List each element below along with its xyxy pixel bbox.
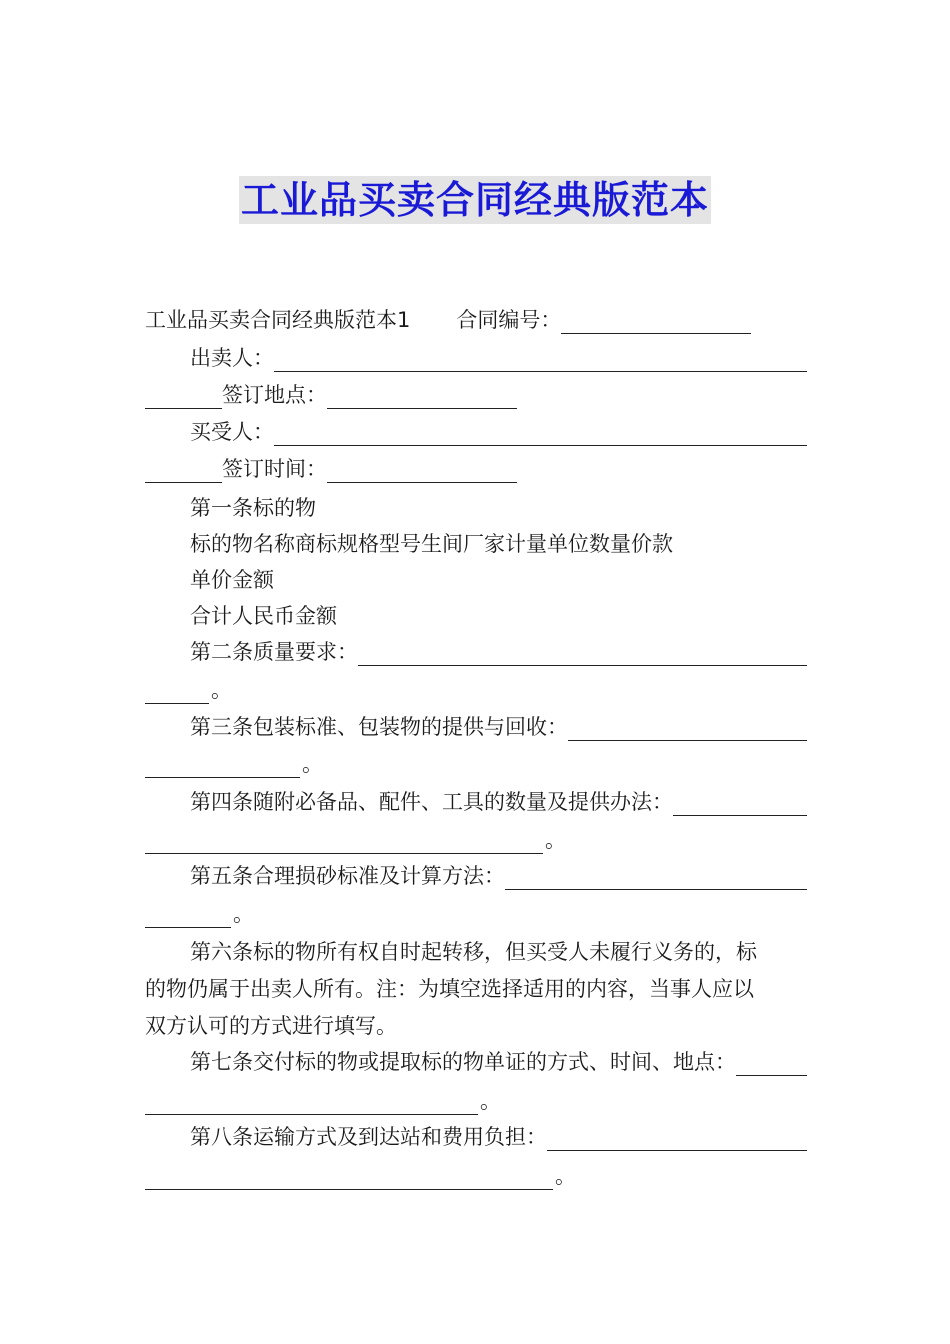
contract-number-blank[interactable] bbox=[561, 311, 751, 334]
line-contract-number bbox=[145, 306, 807, 334]
sign-place-label: 签订地点： bbox=[222, 383, 327, 407]
article-3-text: 第三条包装标准、包装物的提供与回收： bbox=[190, 715, 568, 739]
article-1-text: 第一条标的物 bbox=[190, 496, 316, 520]
sign-time-label: 签订时间： bbox=[222, 457, 327, 481]
article-4-cont bbox=[145, 826, 807, 854]
article-1-columns-2 bbox=[190, 566, 807, 594]
transport-blank[interactable] bbox=[547, 1128, 807, 1151]
article-6-text-1: 第六条标的物所有权自时起转移，但买受人未履行义务的，标 bbox=[190, 940, 757, 964]
article-2 bbox=[190, 638, 807, 666]
transport-blank-cont[interactable] bbox=[145, 1167, 553, 1190]
line-sign-time bbox=[145, 455, 807, 483]
buyer-blank[interactable] bbox=[274, 423, 807, 446]
article-8-text: 第八条运输方式及到达站和费用负担： bbox=[190, 1125, 547, 1149]
period: 。 bbox=[302, 752, 323, 776]
article-7-cont bbox=[145, 1087, 807, 1115]
buyer-blank-cont[interactable] bbox=[145, 460, 222, 483]
quality-blank[interactable] bbox=[358, 643, 807, 666]
article-1-total bbox=[190, 602, 807, 630]
period: 。 bbox=[233, 902, 254, 926]
article-2-cont bbox=[145, 676, 807, 704]
article-4 bbox=[190, 788, 807, 816]
line-buyer bbox=[190, 418, 807, 446]
period: 。 bbox=[211, 678, 232, 702]
packaging-blank[interactable] bbox=[568, 718, 807, 741]
packaging-blank-cont[interactable] bbox=[145, 755, 300, 778]
article-1-columns-text: 标的物名称商标规格型号生间厂家计量单位数量价款 bbox=[190, 532, 673, 556]
article-6-text-3: 双方认可的方式进行填写。 bbox=[145, 1014, 397, 1038]
seller-label: 出卖人： bbox=[190, 346, 274, 370]
article-1-columns-2-text: 单价金额 bbox=[190, 568, 274, 592]
article-6-text-2: 的物仍属于出卖人所有。注：为填空选择适用的内容，当事人应以 bbox=[145, 977, 754, 1001]
article-3-cont bbox=[145, 750, 807, 778]
seller-blank-cont[interactable] bbox=[145, 386, 222, 409]
document-title bbox=[0, 176, 950, 224]
loss-blank-cont[interactable] bbox=[145, 905, 231, 928]
line-sign-place bbox=[145, 381, 807, 409]
line-seller bbox=[190, 344, 807, 372]
article-8-cont bbox=[145, 1162, 807, 1190]
article-5-text: 第五条合理损砂标准及计算方法： bbox=[190, 864, 505, 888]
delivery-blank-cont[interactable] bbox=[145, 1092, 478, 1115]
document-title-text: 工业品买卖合同经典版范本 bbox=[240, 178, 709, 222]
contract-heading: 工业品买卖合同经典版范本1 bbox=[145, 308, 411, 332]
period: 。 bbox=[545, 828, 566, 852]
article-6-line-3 bbox=[145, 1012, 807, 1040]
article-7 bbox=[190, 1048, 807, 1076]
article-1-total-text: 合计人民币金额 bbox=[190, 604, 337, 628]
accessories-blank[interactable] bbox=[673, 793, 807, 816]
contract-number-label: 合同编号： bbox=[456, 308, 562, 332]
article-3 bbox=[190, 713, 807, 741]
article-1-columns bbox=[190, 530, 807, 558]
sign-time-blank[interactable] bbox=[327, 460, 517, 483]
article-4-text: 第四条随附必备品、配件、工具的数量及提供办法： bbox=[190, 790, 673, 814]
article-5-cont bbox=[145, 900, 807, 928]
sign-place-blank[interactable] bbox=[327, 386, 517, 409]
article-5 bbox=[190, 862, 807, 890]
buyer-label: 买受人： bbox=[190, 420, 274, 444]
article-7-text: 第七条交付标的物或提取标的物单证的方式、时间、地点： bbox=[190, 1050, 736, 1074]
period: 。 bbox=[480, 1089, 501, 1113]
article-1 bbox=[190, 494, 807, 522]
period: 。 bbox=[555, 1164, 576, 1188]
article-8 bbox=[190, 1123, 807, 1151]
article-6-line-1 bbox=[190, 938, 807, 966]
seller-blank[interactable] bbox=[274, 349, 807, 372]
delivery-blank[interactable] bbox=[736, 1053, 807, 1076]
quality-blank-cont[interactable] bbox=[145, 681, 209, 704]
accessories-blank-cont[interactable] bbox=[145, 831, 543, 854]
loss-blank[interactable] bbox=[505, 867, 807, 890]
article-2-text: 第二条质量要求： bbox=[190, 640, 358, 664]
article-6-line-2 bbox=[145, 975, 807, 1003]
